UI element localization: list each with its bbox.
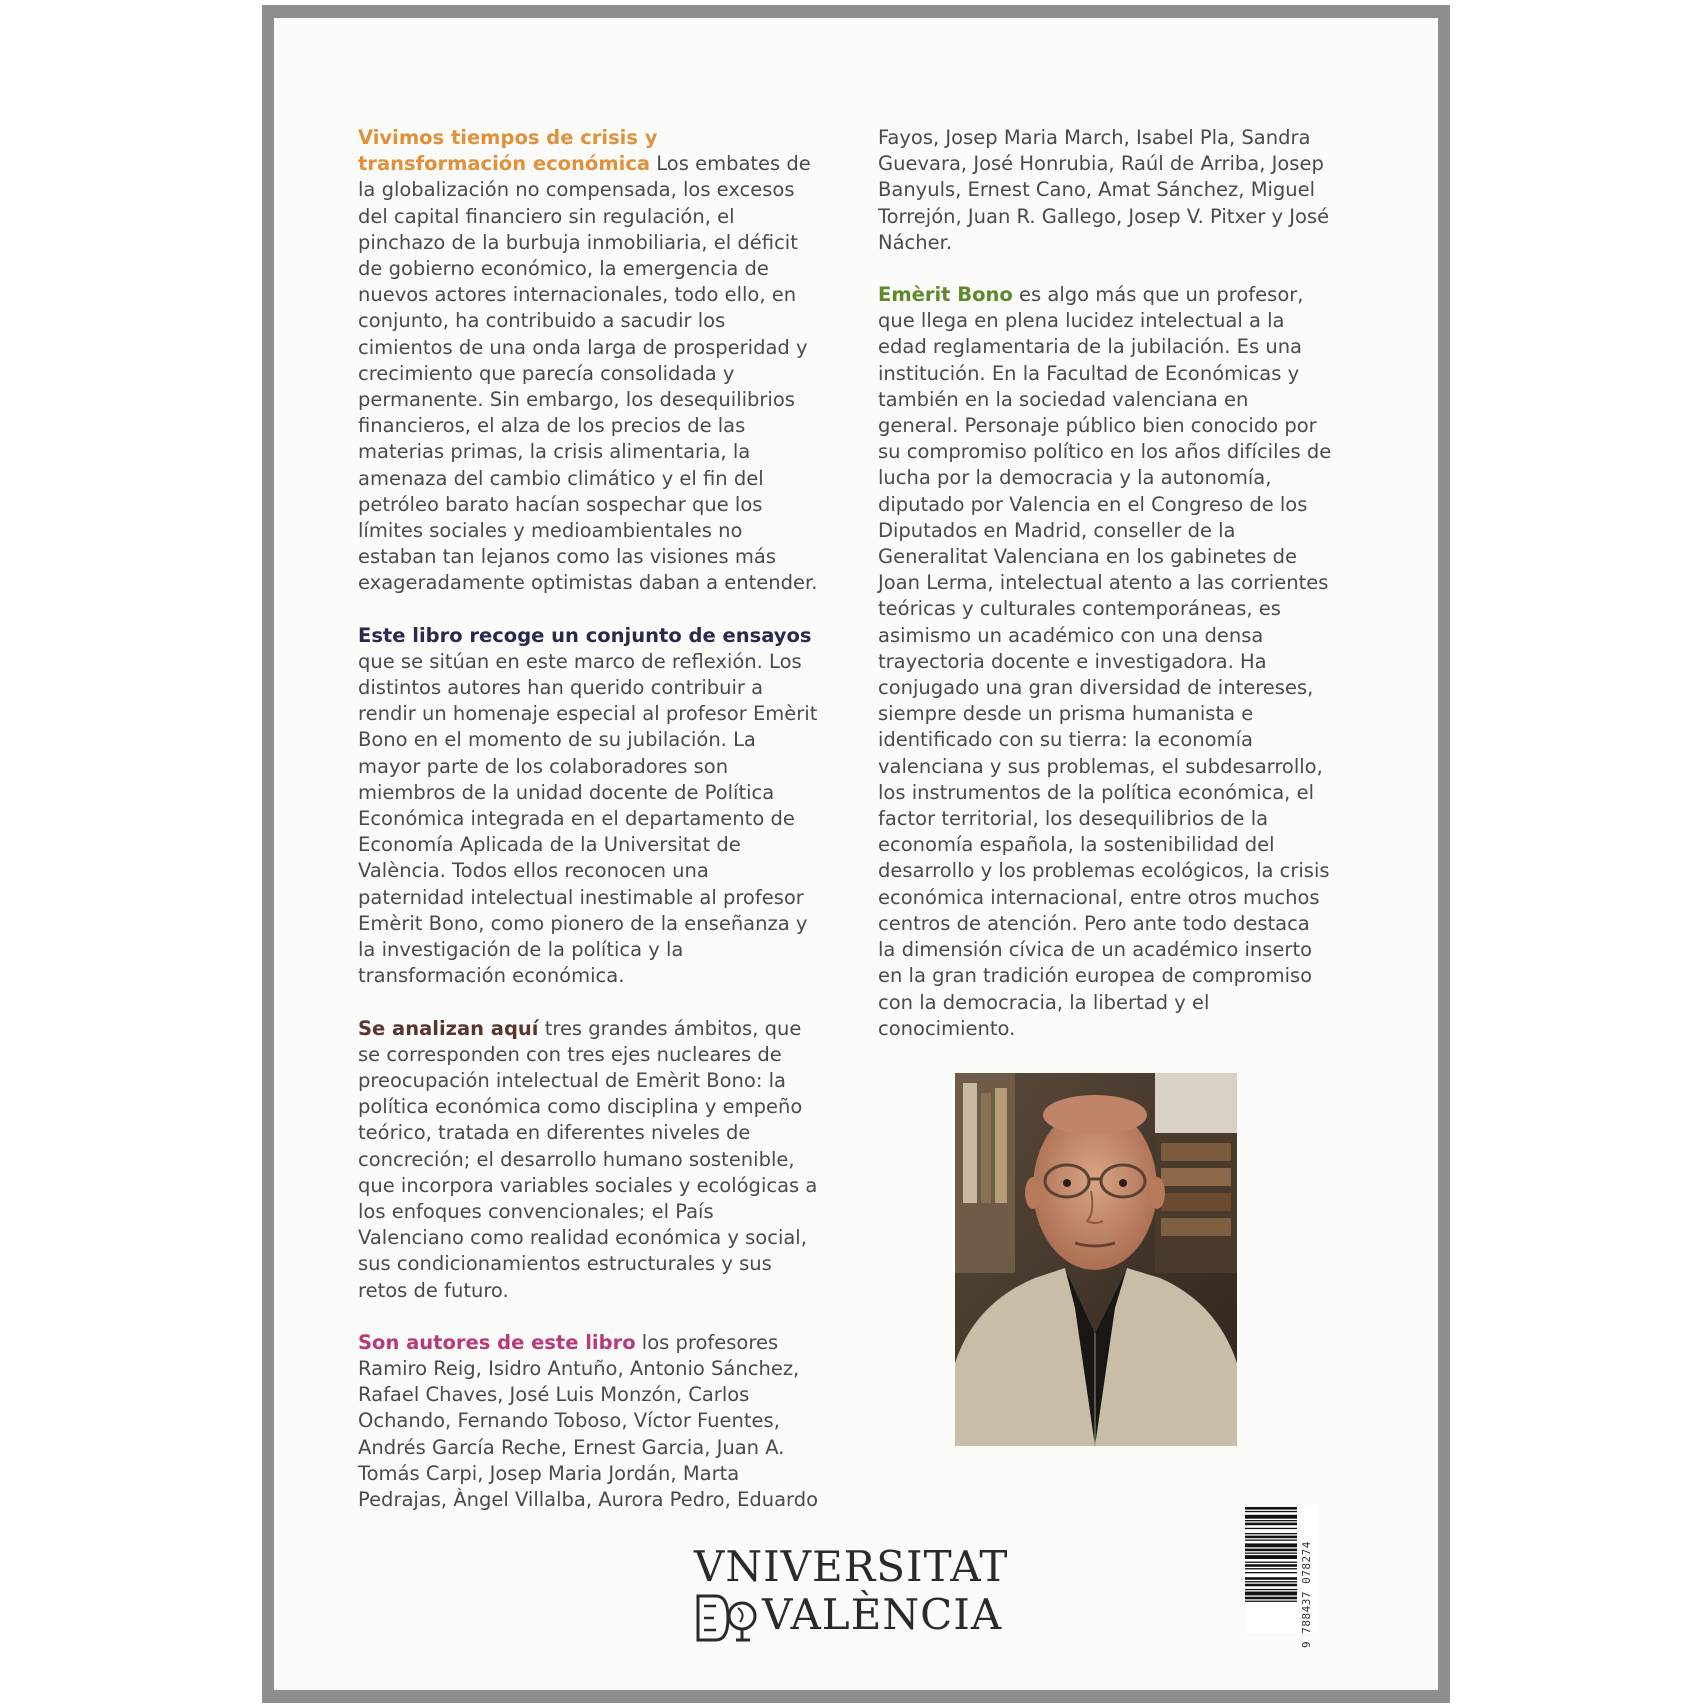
publisher-name-line2: VALÈNCIA — [762, 1590, 1003, 1639]
paragraph-lead: Son autores de este libro — [358, 1330, 636, 1354]
barcode-bar — [1245, 1540, 1297, 1541]
isbn-number: 9 788437 078274 — [1300, 1541, 1313, 1648]
barcode-bar — [1245, 1581, 1297, 1582]
paragraph-lead: Este libro recoge un conjunto de ensayos — [358, 623, 812, 647]
barcode-bar — [1245, 1511, 1297, 1512]
barcode-bar — [1245, 1528, 1297, 1529]
paragraph-autores — [358, 1330, 818, 1513]
paragraph-lead: Se analizan aquí — [358, 1016, 539, 1040]
right-text-column — [878, 125, 1333, 1042]
paragraph-emerit-bono — [878, 282, 1333, 1042]
left-text-column — [358, 125, 818, 1513]
barcode-bar — [1245, 1507, 1297, 1510]
publisher-name-line1: VNIVERSITAT — [694, 1542, 1009, 1591]
paragraph-body: los profesores Ramiro Reig, Isidro Antuño, Antonio Sánchez, Rafael Chaves, José Luis Monzón, Carlos Ochando, Fernando Toboso, Víctor Fuentes, Andrés García Reche, Ernest Garcia, Juan A. Tomás Carpi, Josep Maria Jordán, Marta Pedrajas, Àngel Villalba, Aurora Pedro, Eduardo — [358, 1330, 819, 1511]
paragraph-body: es algo más que un profesor, que llega en plena lucidez intelectual a la edad reglamentaria de la jubilación. Es una institución. En la Facultad de Económicas y también en la sociedad valenciana en general. Personaje público bien conocido por su compromiso político en los años difíciles de lucha por la democracia y la autonomía, diputado por Valencia en el Congreso de los Diputados en Madrid, conseller de la Generalitat Valenciana en los gabinetes de Joan Lerma, intelectual atento a las corrientes teóricas y culturales contemporáneas, es asimismo un académico con una densa trayectoria docente e investigadora. Ha conjugado una gran diversidad de intereses, siempre desde un prisma humanista e identificado con su tierra: la economía valenciana y sus problemas, el subdesarrollo, los instrumentos de la política económica, el factor territorial, los desequilibrios de la economía española, la sostenibilidad del desarrollo y los problemas ecológicos, la crisis económica internacional, entre otros muchos centros de atención. Pero ante todo destaca la dimensión cívica de un académico inserto en la gran tradición europea de compromiso con la democracia, la libertad y el conocimiento. — [878, 283, 1332, 1040]
portrait-illustration — [955, 1073, 1237, 1446]
paragraph-lead: Emèrit Bono — [878, 283, 1013, 307]
paragraph-body: Los embates de la globalización no compensada, los excesos del capital financiero sin regulación, el pinchazo de la burbuja inmobiliaria, el déficit de gobierno económico, la emergencia de nuevos actores internacionales, todo ello, en conjunto, ha contribuido a sacudir los cimientos de una onda larga de prosperidad y crecimiento que parecía consolidada y permanente. Sin embargo, los desequilibrios financieros, el alza de los precios de las materias primas, la crisis alimentaria, la amenaza del cambio climático y el fin del petróleo barato hacían sospechar que los límites sociales y medioambientales no estaban tan lejanos como las visiones más exageradamente optimistas daban a entender. — [358, 152, 818, 595]
barcode-bar — [1245, 1597, 1297, 1600]
barcode-bar — [1245, 1564, 1297, 1567]
barcode-bar — [1245, 1601, 1297, 1602]
barcode-bar — [1245, 1577, 1297, 1580]
barcode-bar — [1245, 1523, 1297, 1526]
paragraph-crisis — [358, 125, 818, 597]
paragraph-body: que se sitúan en este marco de reflexión. Los distintos autores han querido contribuir a rendir un homenaje especial al profesor Emèrit Bono en el momento de su jubilación. La mayor parte de los colaboradores son miembros de la unidad docente de Política Económica integrada en el departamento de Economía Aplicada de la Universitat de València. Todos ellos reconocen una paternidad intelectual inestimable al profesor Emèrit Bono, como pionero de la enseñanza y la investigación de la política y la transformación económica. — [358, 649, 818, 988]
barcode-bar — [1245, 1572, 1297, 1573]
university-emblem-icon — [694, 1592, 760, 1644]
barcode-bar — [1245, 1592, 1297, 1596]
publisher-logo — [690, 1542, 1009, 1652]
barcode-bar — [1245, 1553, 1297, 1554]
paragraph-ambitos — [358, 1016, 818, 1304]
barcode-bar — [1245, 1555, 1297, 1559]
barcode-bar — [1245, 1562, 1297, 1563]
barcode-bar — [1245, 1515, 1297, 1519]
barcode-bar — [1245, 1520, 1297, 1521]
barcode-bar — [1245, 1549, 1297, 1552]
author-portrait-photo — [955, 1073, 1237, 1446]
barcode-bar — [1245, 1543, 1297, 1547]
barcode-bar — [1245, 1533, 1297, 1534]
paragraph-body: Fayos, Josep Maria March, Isabel Pla, Sandra Guevara, José Honrubia, Raúl de Arriba, Josep Banyuls, Ernest Cano, Amat Sánchez, Miguel Torrejón, Juan R. Gallego, Josep V. Pitxer y José Nácher. — [878, 126, 1330, 254]
paragraph-autores-cont — [878, 125, 1333, 256]
barcode-bar — [1245, 1568, 1297, 1569]
paragraph-lead: Vivimos tiempos de crisis y transformación económica — [358, 126, 658, 176]
paragraph-body: tres grandes ámbitos, que se corresponden con tres ejes nucleares de preocupación intelectual de Emèrit Bono: la política económica como disciplina y empeño teórico, tratada en diferentes niveles de concreción; el desarrollo humano sostenible, que incorpora variables sociales y ecológicas a los enfoques convencionales; el País Valenciano como realidad económica y social, sus condicionamientos estructurales y sus retos de futuro. — [358, 1016, 818, 1302]
barcode-bar — [1245, 1589, 1297, 1590]
barcode-bar — [1245, 1584, 1297, 1587]
barcode-bar — [1245, 1536, 1297, 1539]
paragraph-ensayos — [358, 623, 818, 990]
